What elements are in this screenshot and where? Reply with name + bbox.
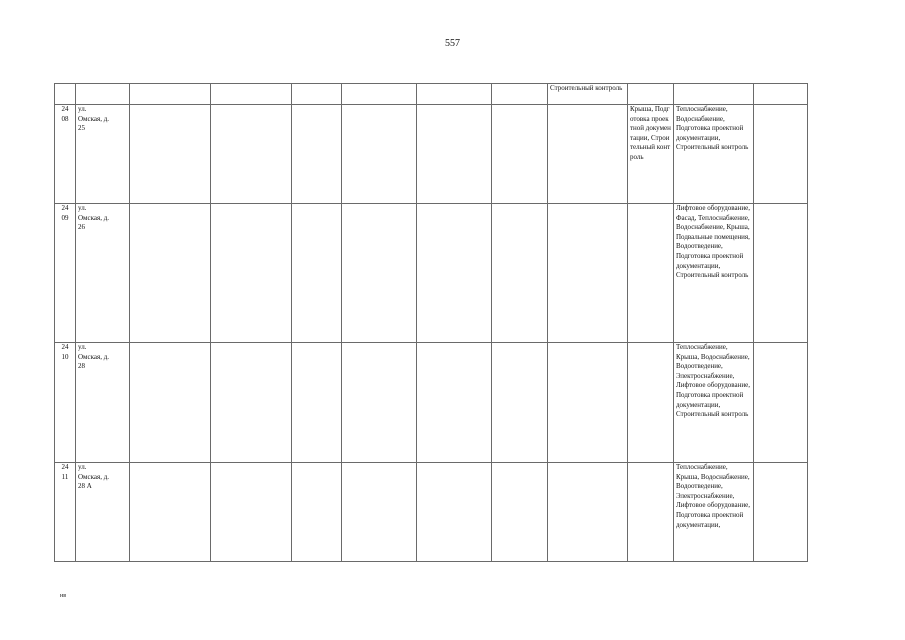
row-number: 24 10	[55, 343, 76, 463]
table-row	[55, 343, 808, 463]
row-address: ул. Омская, д. 28 А	[76, 463, 130, 562]
table-cell	[130, 84, 211, 105]
row-work-types-a: Крыша, Подготовка проектной документации, Строительный контроль	[628, 105, 674, 204]
row-work-types-b: Теплоснабжение, Водоснабжение, Подготовка проектной документации, Строительный контроль	[674, 105, 754, 204]
table-cell	[342, 84, 417, 105]
row-work-types-a	[628, 463, 674, 562]
row-work-types-b: Теплоснабжение, Крыша, Водоснабжение, Водоотведение, Электроснабжение, Лифтовое оборудование, Подготовка проектной документации,	[674, 463, 754, 562]
row-work-types-b: Лифтовое оборудование, Фасад, Теплоснабжение, Водоснабжение, Крыша, Подвальные помещения, Водоотведение, Подготовка проектной документации, Строительный контроль	[674, 204, 754, 343]
row-number: 24 08	[55, 105, 76, 204]
page-number: 557	[445, 38, 460, 49]
table-cell	[674, 84, 754, 105]
row-address: ул. Омская, д. 26	[76, 204, 130, 343]
table-cell	[628, 84, 674, 105]
table-row	[55, 105, 808, 204]
table-cell	[55, 84, 76, 105]
row-number: 24 09	[55, 204, 76, 343]
table-cell-work: Строительный контроль	[548, 84, 628, 105]
table-cell	[492, 84, 548, 105]
row-work-types-a	[628, 204, 674, 343]
table-cell	[292, 84, 342, 105]
row-address: ул. Омская, д. 25	[76, 105, 130, 204]
table-row	[55, 84, 808, 105]
table-row	[55, 463, 808, 562]
table-cell	[211, 84, 292, 105]
footer-mark: нв	[60, 593, 67, 599]
row-address: ул. Омская, д. 28	[76, 343, 130, 463]
repair-schedule-table	[54, 83, 808, 562]
row-work-types-b: Теплоснабжение, Крыша, Водоснабжение, Водоотведение, Электроснабжение, Лифтовое оборудование, Подготовка проектной документации, Строительный контроль	[674, 343, 754, 463]
row-work-types-a	[628, 343, 674, 463]
table-cell	[754, 84, 808, 105]
table-cell	[417, 84, 492, 105]
table-row	[55, 204, 808, 343]
table-cell	[76, 84, 130, 105]
row-number: 24 11	[55, 463, 76, 562]
